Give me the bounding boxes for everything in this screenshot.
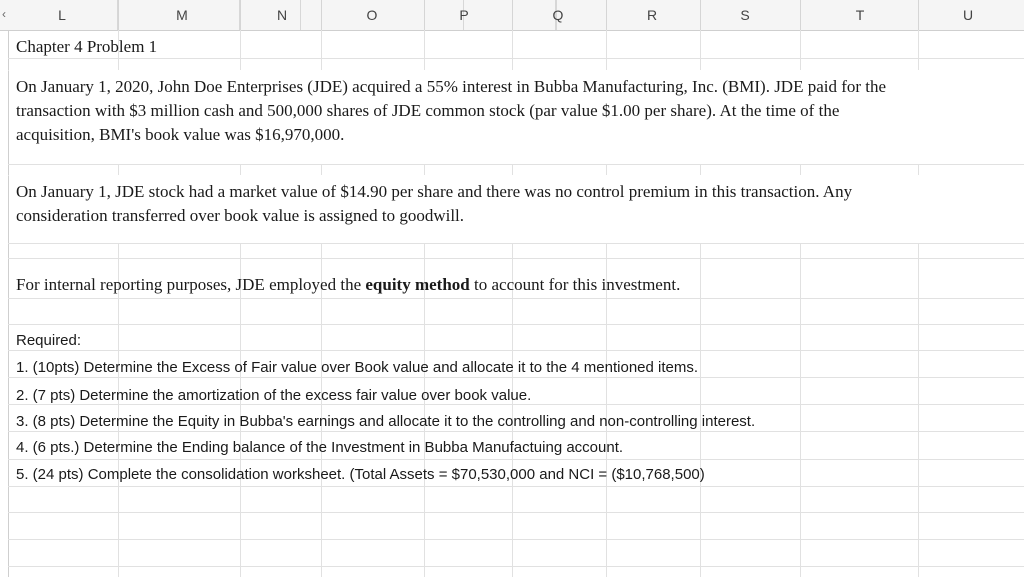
column-header-label-P[interactable]: P [459, 7, 469, 23]
para1-line1: On January 1, 2020, John Doe Enterprises (JDE) acquired a 55% interest in Bubba Manufacturing, Inc. (BMI). JDE paid for the [16, 77, 887, 96]
header-separator [321, 0, 322, 30]
required-item-1: 1. (10pts) Determine the Excess of Fair value over Book value and allocate it to the 4 mentioned items. [16, 359, 699, 376]
para3-text-after: to account for this investment. [469, 275, 681, 294]
header-separator [512, 0, 513, 30]
header-separator [800, 0, 801, 30]
required-item-3: 3. (8 pts) Determine the Equity in Bubba's earnings and allocate it to the controlling and non-controlling interest. [16, 413, 756, 430]
grid-row-line [8, 58, 1024, 59]
para3-bold-text: equity method [365, 275, 470, 294]
grid-row-line [8, 512, 1024, 513]
required-item-4: 4. (6 pts.) Determine the Ending balance of the Investment in Bubba Manufactuing account. [16, 439, 624, 456]
column-header-label-N[interactable]: N [276, 7, 288, 23]
para3-text-before: For internal reporting purposes, JDE employed the [16, 275, 366, 294]
para2-line1: On January 1, JDE stock had a market value of $14.90 per share and there was no control premium in this transaction. Any [16, 182, 853, 201]
para1-line2: transaction with $3 million cash and 500,000 shares of JDE common stock (par value $1.00 per share). At the time of the [16, 101, 840, 120]
grid-row-line [8, 243, 1024, 244]
header-separator [240, 0, 241, 30]
header-separator [700, 0, 701, 30]
required-label: Required: [16, 332, 82, 349]
grid-row-line [8, 539, 1024, 540]
sheet-title: Chapter 4 Problem 1 [16, 37, 158, 56]
column-header-label-U[interactable]: U [962, 7, 974, 23]
chevron-left-icon[interactable]: ‹ [2, 7, 6, 21]
grid-row-line [8, 298, 1024, 299]
column-header-label-L[interactable]: L [58, 7, 66, 23]
para3-line [16, 272, 680, 298]
column-header-label-R[interactable]: R [646, 7, 658, 23]
grid-row-line [8, 566, 1024, 567]
column-header-label-Q[interactable]: Q [552, 7, 564, 23]
header-separator [606, 0, 607, 30]
column-header-label-O[interactable]: O [366, 7, 378, 23]
header-separator [118, 0, 119, 30]
header-separator [424, 0, 425, 30]
grid-row-line [8, 164, 1024, 165]
required-item-2: 2. (7 pts) Determine the amortization of the excess fair value over book value. [16, 387, 532, 404]
column-header-label-S[interactable]: S [740, 7, 750, 23]
grid-row-line [8, 324, 1024, 325]
grid-row-line [8, 258, 1024, 259]
grid-row-line [8, 350, 1024, 351]
para2-line2: consideration transferred over book value is assigned to goodwill. [16, 206, 465, 225]
required-item-5: 5. (24 pts) Complete the consolidation worksheet. (Total Assets = $70,530,000 and NCI = ($10,768,500) [16, 466, 705, 483]
column-header-label-T[interactable]: T [855, 7, 865, 23]
header-separator [918, 0, 919, 30]
para1-line3: acquisition, BMI's book value was $16,970,000. [16, 125, 345, 144]
column-header-label-M[interactable]: M [176, 7, 188, 23]
